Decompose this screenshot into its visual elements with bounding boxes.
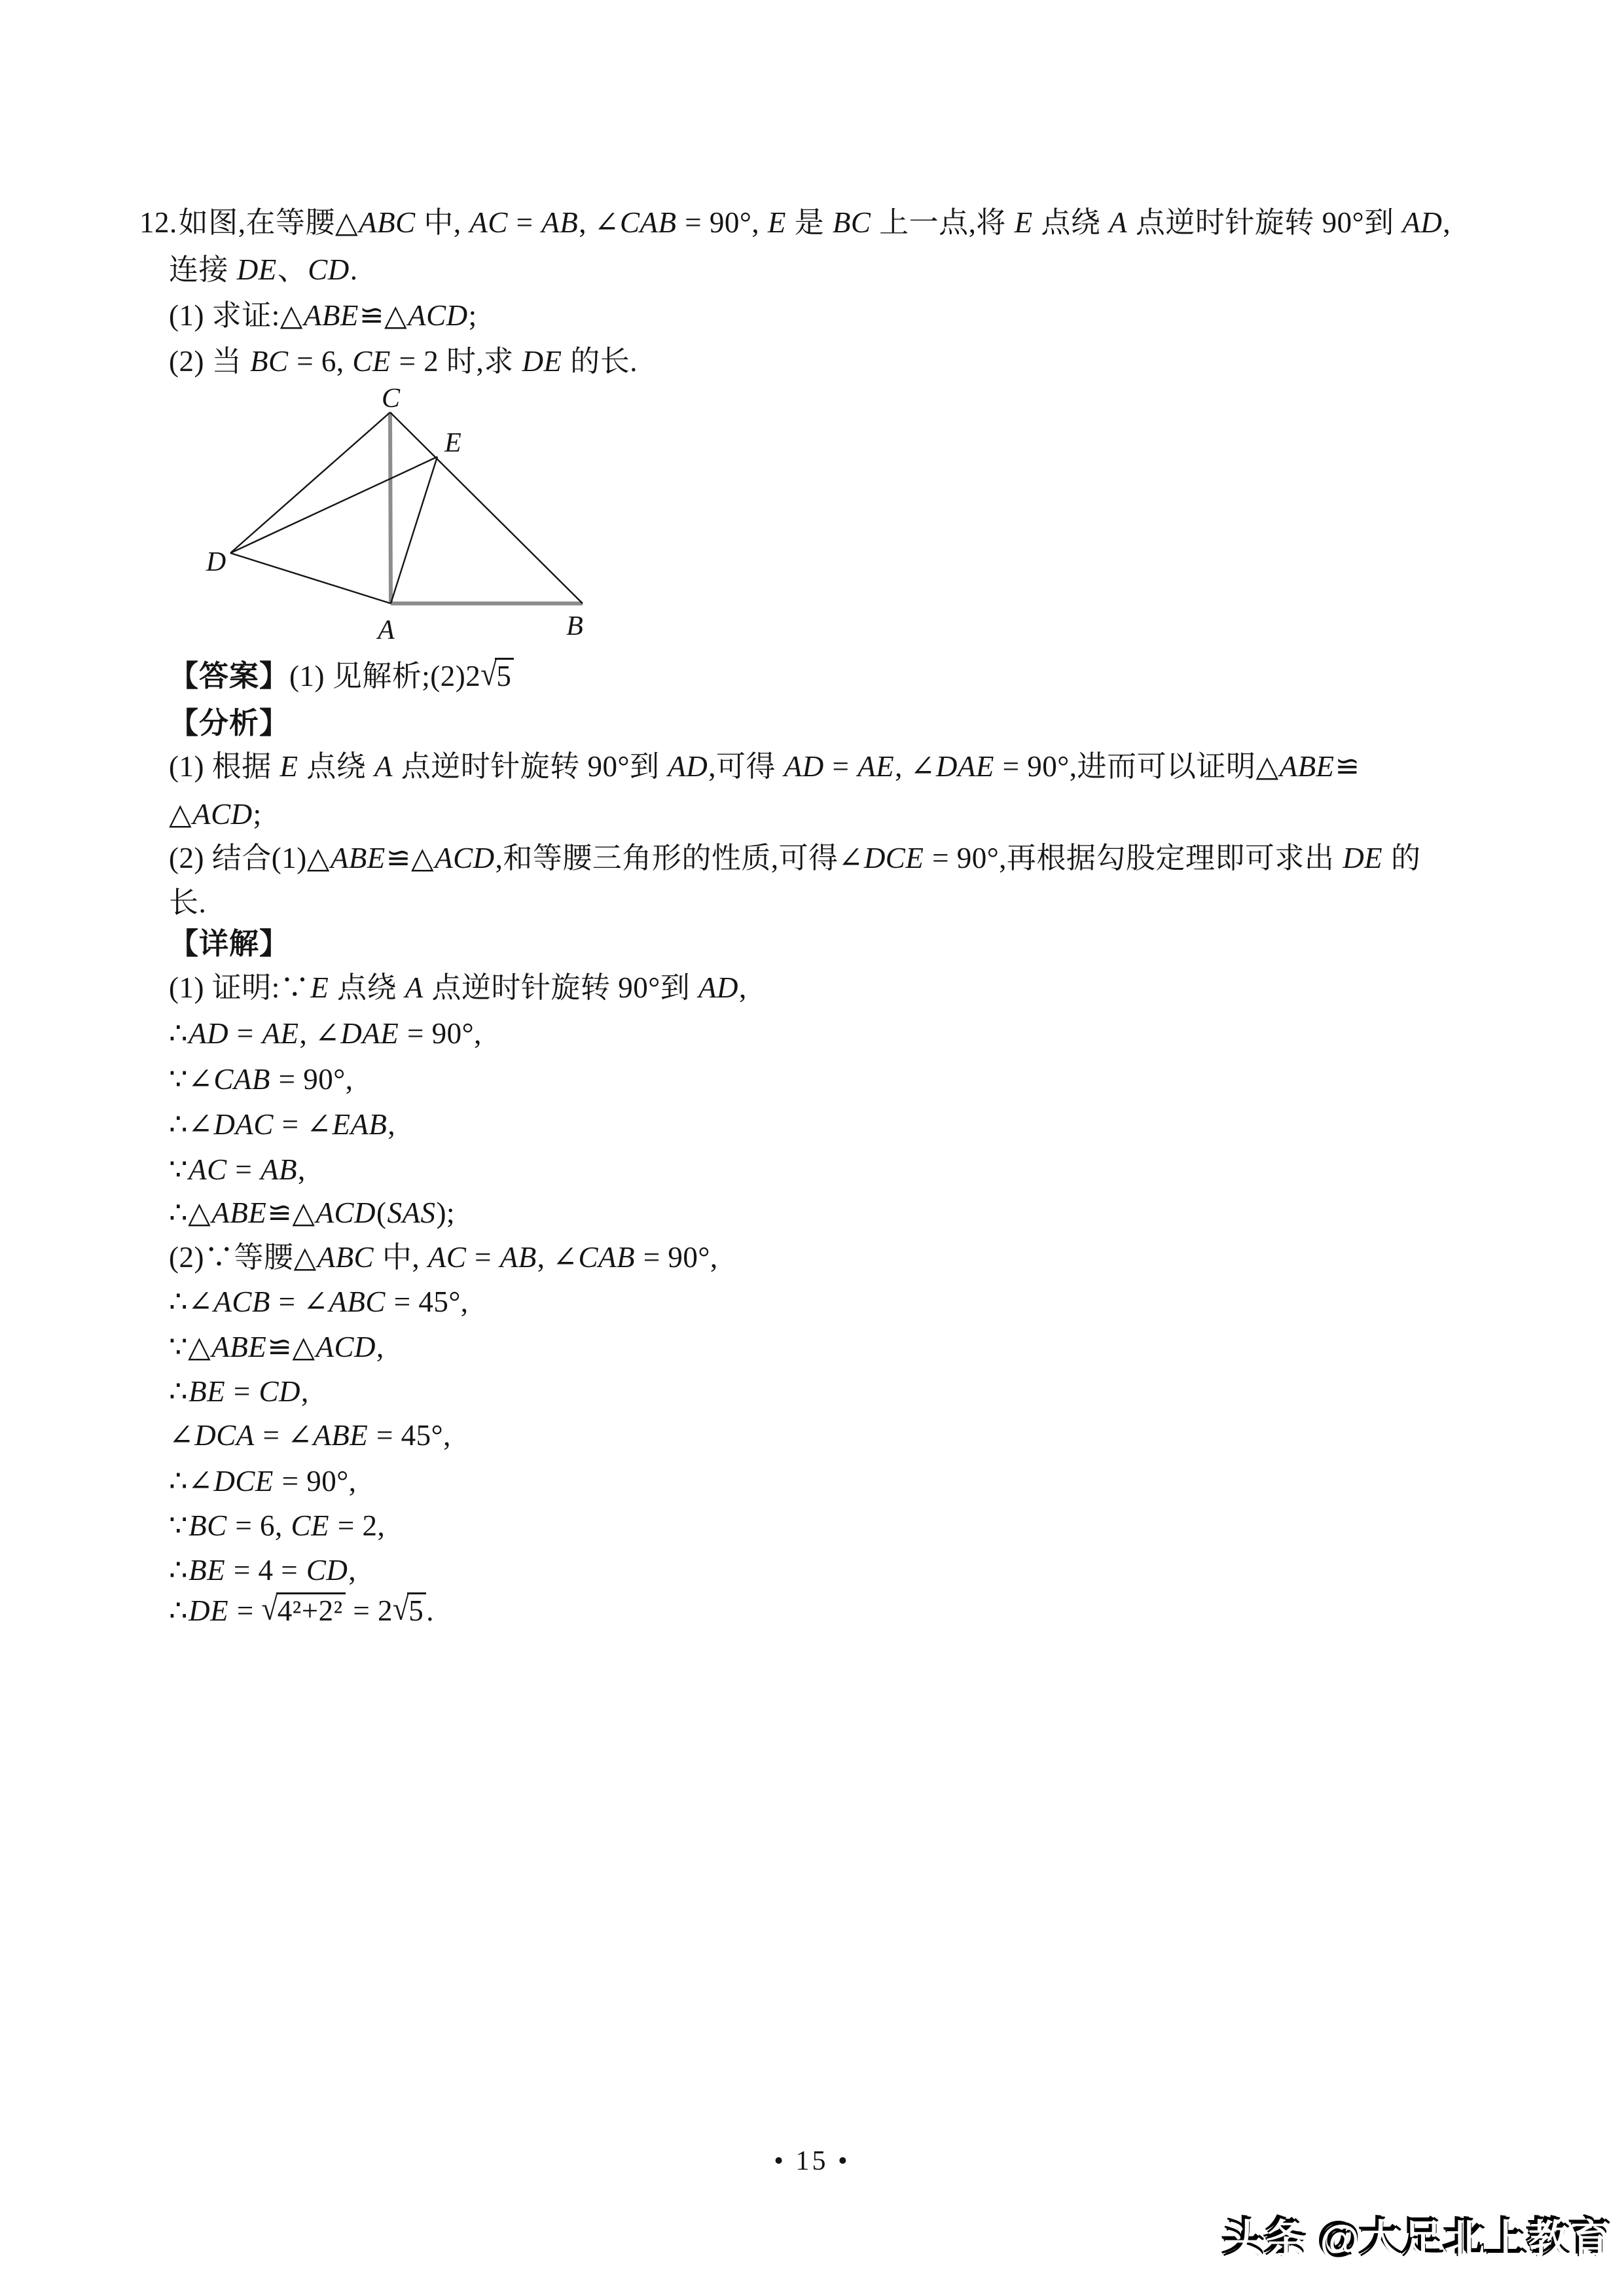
vertex-label-A: A [378, 615, 395, 645]
problem-part-2: (2) 当 BC = 6, CE = 2 时,求 DE 的长. [169, 345, 638, 378]
solution-line: ∴△ABE≌△ACD(SAS); [169, 1196, 456, 1229]
segment-DE [230, 457, 437, 553]
solution-line: ∵∠CAB = 90°, [169, 1063, 353, 1096]
problem-number: 12. [139, 206, 177, 239]
analysis-header-line [169, 704, 289, 742]
segment-DA [230, 553, 391, 603]
vertex-label-C: C [381, 384, 401, 414]
solution-line: ∵AC = AB, [169, 1153, 306, 1186]
analysis-line: △ACD; [169, 798, 262, 831]
segment-CB [390, 412, 583, 603]
analysis-header: 【分析】 [169, 706, 290, 740]
solution-line: ∵△ABE≌△ACD, [169, 1331, 384, 1363]
solution-line: ∴BE = 4 = CD, [169, 1554, 357, 1587]
vertex-label-E: E [444, 428, 461, 458]
segment-AE [391, 457, 437, 603]
analysis-line: 长. [169, 886, 207, 919]
detail-header-line [169, 925, 289, 963]
geometry-figure [194, 381, 600, 656]
solution-line: ∴DE = √4²+2² = 2√5. [169, 1590, 434, 1627]
watermark: 头条 @大足北上教育 [1223, 2217, 1612, 2263]
analysis-line: (1) 根据 E 点绕 A 点逆时针旋转 90°到 AD,可得 AD = AE, ∠DAE = 90°,进而可以证明△ABE≌ [169, 750, 1360, 783]
problem-statement-line-2: 连接 DE、CD. [169, 253, 358, 286]
solution-line: (2)∵等腰△ABC 中, AC = AB, ∠CAB = 90°, [169, 1241, 718, 1274]
problem-statement-line-1 [139, 204, 1451, 242]
problem-text-1: 如图,在等腰△ABC 中, AC = AB, ∠CAB = 90°, E 是 BC 上一点,将 E 点绕 A 点逆时针旋转 90°到 AD, [178, 206, 1451, 239]
answer-line [169, 657, 514, 695]
detail-header: 【详解】 [169, 927, 290, 960]
segment-CD [230, 412, 390, 553]
vertex-label-D: D [206, 547, 226, 577]
analysis-line: (2) 结合(1)△ABE≌△ACD,和等腰三角形的性质,可得∠DCE = 90°,再根据勾股定理即可求出 DE 的 [169, 842, 1421, 874]
answer-text: (1) 见解析;(2)2√5 [289, 660, 514, 692]
answer-header: 【答案】 [169, 659, 290, 692]
solution-line: ∴BE = CD, [169, 1375, 309, 1408]
solution-line: ∴AD = AE, ∠DAE = 90°, [169, 1017, 482, 1050]
problem-part-1: (1) 求证:△ABE≌△ACD; [169, 299, 477, 332]
solution-line: ∴∠DAC = ∠EAB, [169, 1108, 396, 1141]
solution-line: ∠DCA = ∠ABE = 45°, [169, 1419, 451, 1452]
page-number: • 15 • [774, 2146, 850, 2176]
solution-line: (1) 证明:∵E 点绕 A 点逆时针旋转 90°到 AD, [169, 971, 747, 1004]
solution-line: ∴∠DCE = 90°, [169, 1465, 357, 1498]
solution-line: ∵BC = 6, CE = 2, [169, 1509, 386, 1542]
segment-CA [390, 412, 391, 603]
vertex-label-B: B [566, 611, 583, 641]
solution-line: ∴∠ACB = ∠ABC = 45°, [169, 1285, 469, 1318]
